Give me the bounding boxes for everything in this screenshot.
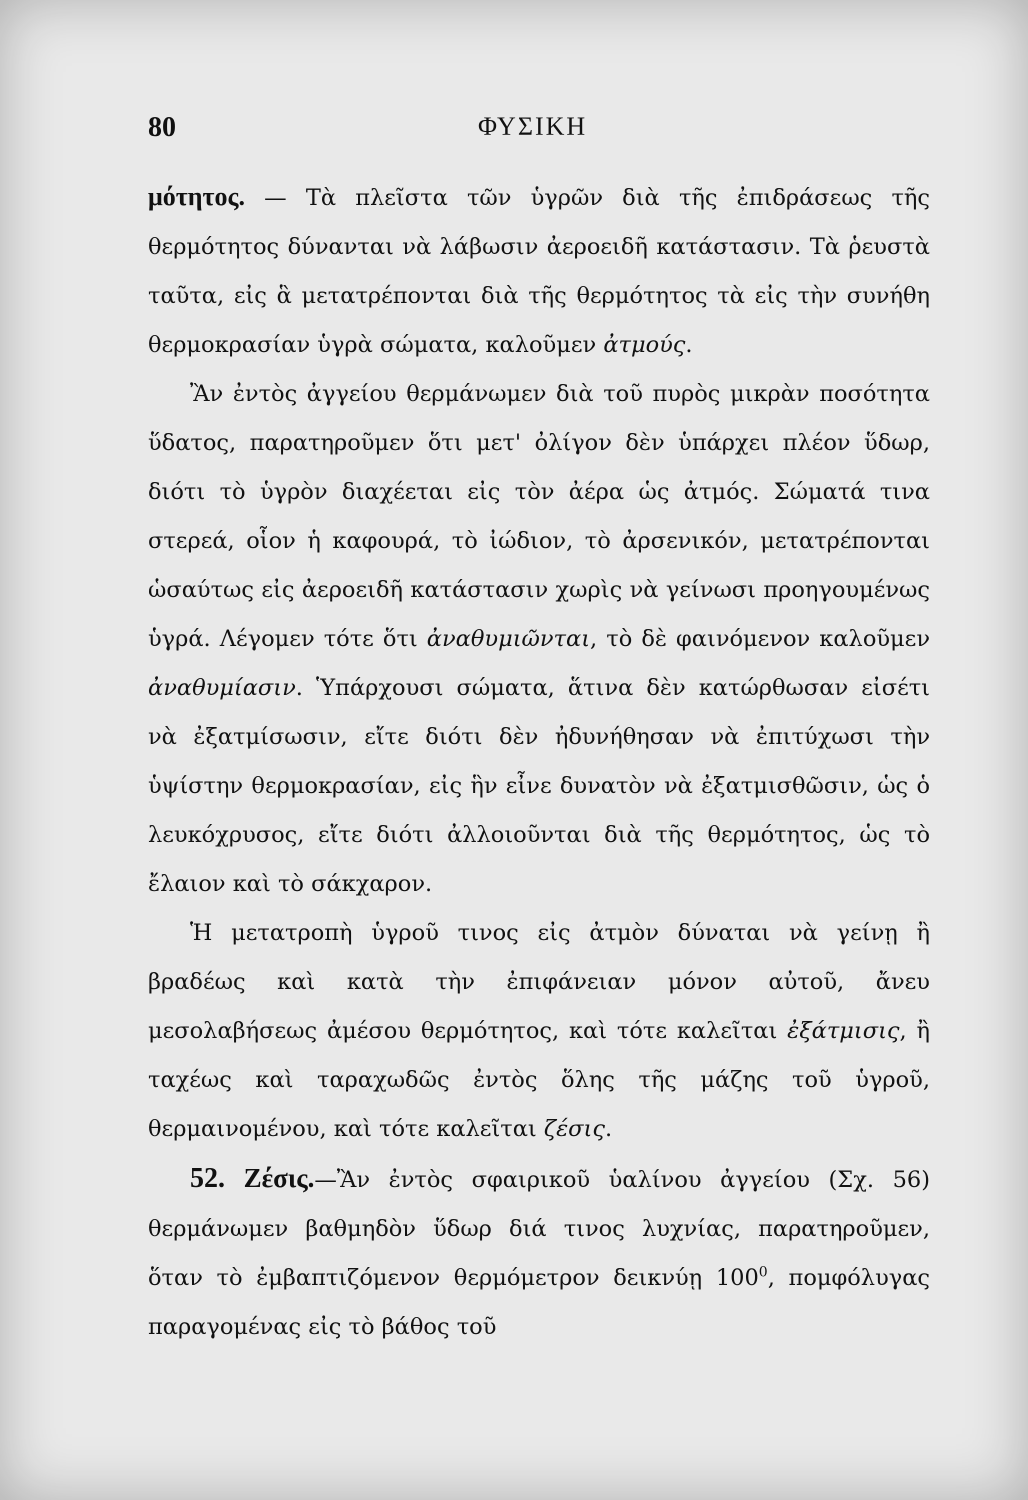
paragraph-4 [148, 1154, 930, 1352]
paragraph-3-text-1: Ἡ μετατροπὴ ὑγροῦ τινος εἰς ἀτμὸν δύναται νὰ γείνῃ ἢ βραδέως καὶ κατὰ τὴν ἐπιφάνειαν μόνον αὐτοῦ, ἄνευ μεσολαβήσεως ἀμέσου θερμότητος, καὶ τότε καλεῖται [148, 920, 930, 1044]
page-number: 80 [148, 112, 176, 143]
paragraph-3-text-2: , ἢ ταχέως καὶ ταραχωδῶς ἐντὸς ὅλης τῆς μάζης τοῦ ὑγροῦ, θερμαινομένου, καὶ τότε καλεῖται [148, 1018, 930, 1142]
bold-lead-word: μότητος. [148, 182, 245, 211]
italic-term-anathymiontai: ἀναθυμιῶνται [426, 626, 591, 652]
body-text [148, 172, 930, 1352]
italic-term-zesis: ζέσις [543, 1116, 605, 1142]
section-number: 52. [190, 1163, 225, 1194]
paragraph-1-text: — Τὰ πλεῖστα τῶν ὑγρῶν διὰ τῆς ἐπιδράσεως τῆς θερμότητος δύνανται νὰ λάβωσιν ἀεροειδῆ κατάστασιν. Τὰ ῥευστὰ ταῦτα, εἰς ἃ μετατρέπονται διὰ τῆς θερμότητος τὰ εἰς τὴν συνήθη θερμοκρασίαν ὑγρὰ σώματα, καλοῦμεν [148, 185, 930, 358]
italic-term-exatmisis: ἐξάτμισις [787, 1018, 900, 1044]
page-header [148, 112, 930, 152]
paragraph-2-text-2: , τὸ δὲ φαινόμενον καλοῦμεν [590, 626, 930, 652]
paragraph-3-end: . [604, 1116, 613, 1142]
paragraph-2 [148, 370, 930, 909]
paragraph-1-end: . [685, 332, 693, 358]
paragraph-2-text-3: . Ὑπάρχουσι σώματα, ἅτινα δὲν κατώρθωσαν εἰσέτι νὰ ἐξατμίσωσιν, εἴτε διότι δὲν ἠδυνήθησαν νὰ ἐπιτύχωσι τὴν ὑψίστην θερμοκρασίαν, εἰς ἣν εἶνε δυνατὸν νὰ ἐξατμισθῶσιν, ὡς ὁ λευκόχρυσος, εἴτε διότι ἀλλοιοῦνται διὰ τῆς θερμότητος, ὡς τὸ ἔλαιον καὶ τὸ σάκχαρον. [148, 675, 930, 897]
paragraph-3 [148, 909, 930, 1154]
italic-term-anathymiasin: ἀναθυμίασιν [148, 675, 296, 701]
paragraph-4-text-2: , πομφόλυγας παραγομένας εἰς τὸ βάθος τοῦ [148, 1265, 930, 1340]
running-title: ΦΥΣΙΚΗ [478, 112, 588, 141]
paragraph-2-text-1: Ἂν ἐντὸς ἀγγείου θερμάνωμεν διὰ τοῦ πυρὸς μικρὰν ποσότητα ὕδατος, παρατηροῦμεν ὅτι μετ' ὀλίγον δὲν ὑπάρχει πλέον ὕδωρ, διότι τὸ ὑγρὸν διαχέεται εἰς τὸν ἀέρα ὡς ἀτμός. Σώματά τινα στερεά, οἷον ἡ καφουρά, τὸ ἰώδιον, τὸ ἀρσενικόν, μετατρέπονται ὡσαύτως εἰς ἀεροειδῆ κατάστασιν χωρὶς νὰ γείνωσι προηγουμένως ὑγρά. Λέγομεν τότε ὅτι [148, 381, 930, 652]
degree-superscript: 0 [758, 1264, 768, 1281]
paragraph-4-text-1: —Ἂν ἐντὸς σφαιρικοῦ ὑαλίνου ἀγγείου (Σχ. 56) θερμάνωμεν βαθμηδὸν ὕδωρ διά τινος λυχνίας, παρατηροῦμεν, ὅταν τὸ ἐμβαπτιζόμενον θερμόμετρον δεικνύῃ 100 [148, 1167, 931, 1291]
italic-term-atmous: ἀτμούς [603, 332, 686, 358]
section-title: Ζέσις. [243, 1163, 315, 1193]
paragraph-1 [148, 172, 930, 370]
